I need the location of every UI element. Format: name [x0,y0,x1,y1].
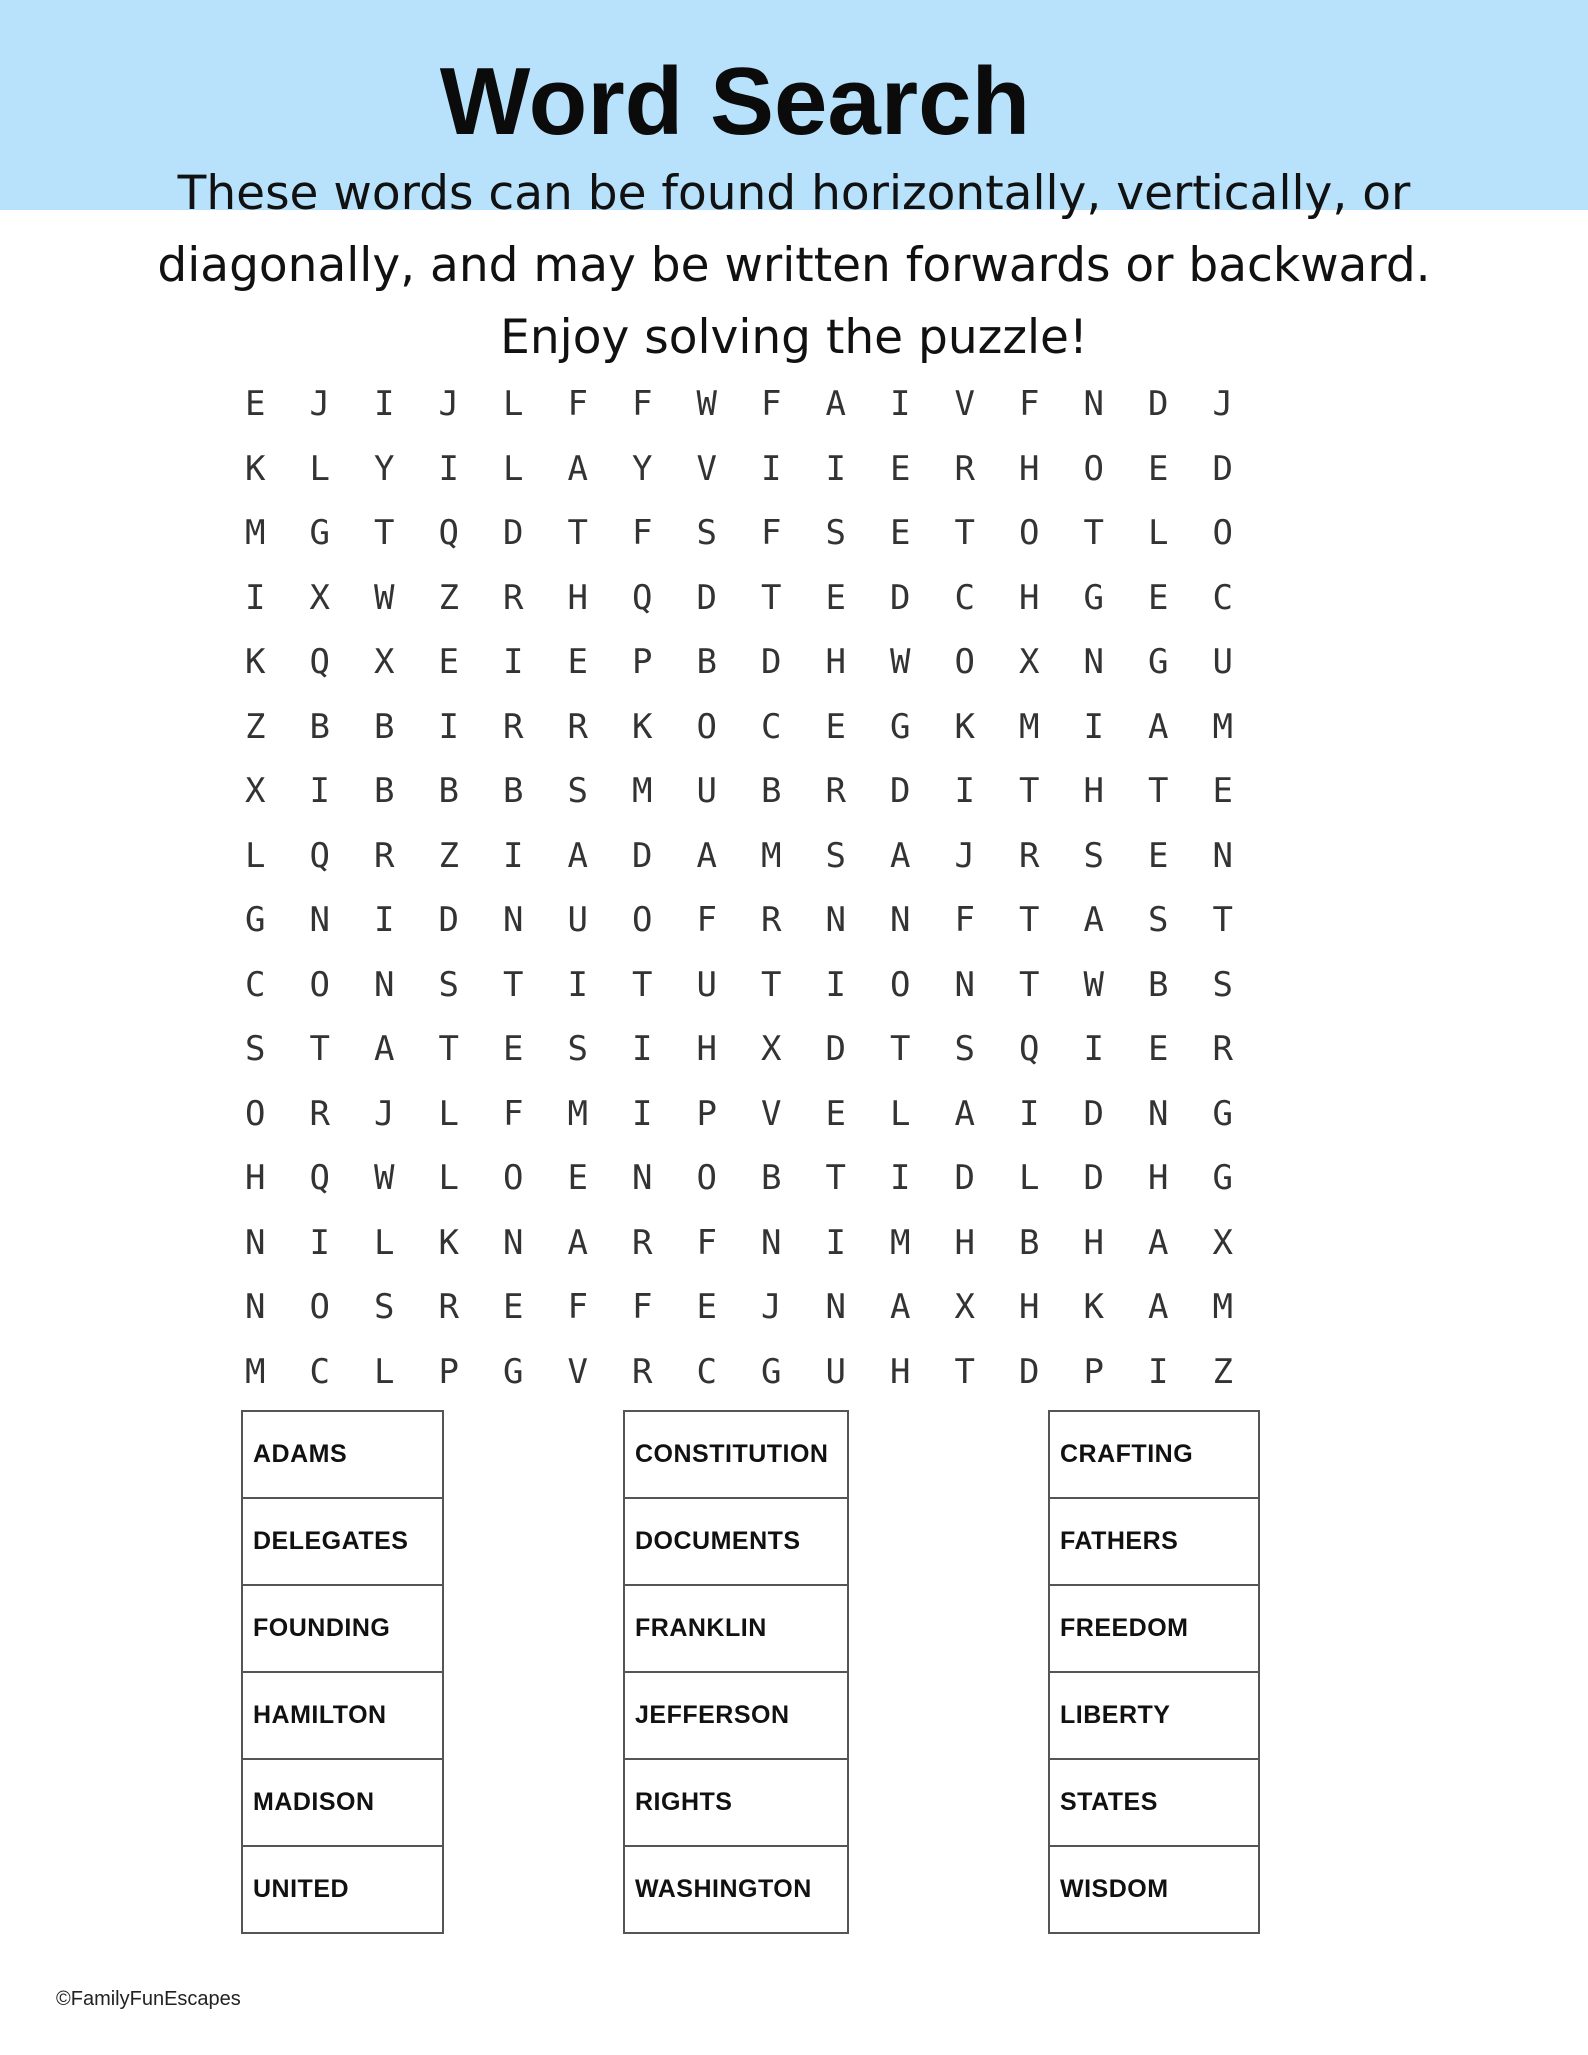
grid-cell[interactable]: A [1148,706,1169,747]
grid-cell[interactable]: N [1212,835,1233,876]
grid-cell[interactable]: D [825,1029,846,1070]
grid-cell[interactable]: I [632,1029,653,1070]
grid-cell[interactable]: O [696,1158,717,1199]
grid-cell[interactable]: M [1212,1287,1233,1328]
grid-cell[interactable]: S [374,1287,395,1328]
grid-cell[interactable]: R [1019,835,1040,876]
word-list-item: MADISON [243,1760,442,1847]
grid-cell[interactable]: P [696,1093,717,1134]
grid-cell[interactable]: E [1148,448,1169,489]
grid-cell[interactable]: N [374,964,395,1005]
page-title: Word Search [439,48,1031,155]
grid-cell[interactable]: L [438,1158,459,1199]
grid-row [223,824,1263,889]
grid-cell[interactable]: N [890,900,911,941]
word-list-item: RIGHTS [625,1760,847,1847]
grid-cell[interactable]: F [632,1287,653,1328]
grid-cell[interactable]: E [1148,577,1169,618]
grid-cell[interactable]: H [1083,771,1104,812]
grid-cell[interactable]: Q [632,577,653,618]
grid-cell[interactable]: G [890,706,911,747]
grid-cell[interactable]: A [1148,1287,1169,1328]
grid-cell[interactable]: E [503,1029,524,1070]
grid-row [223,695,1263,760]
grid-cell[interactable]: L [374,1222,395,1263]
grid-cell[interactable]: L [245,835,266,876]
grid-cell[interactable]: I [1019,1093,1040,1134]
grid-cell[interactable]: O [954,642,975,683]
grid-cell[interactable]: G [1148,642,1169,683]
grid-cell[interactable]: N [632,1158,653,1199]
grid-cell[interactable]: J [761,1287,782,1328]
grid-cell[interactable]: I [503,835,524,876]
grid-row [223,1211,1263,1276]
grid-cell[interactable]: W [374,577,395,618]
grid-cell[interactable]: N [245,1222,266,1263]
grid-cell[interactable]: H [890,1351,911,1392]
grid-cell[interactable]: E [1148,835,1169,876]
grid-cell[interactable]: F [954,900,975,941]
instructions-text: These words can be found horizontally, vertically, or diagonally, and may be written forwards or backward. Enjoy solving the puzzle! [157,166,1431,365]
grid-cell[interactable]: F [761,384,782,425]
grid-cell[interactable]: I [1148,1351,1169,1392]
grid-cell[interactable]: U [696,964,717,1005]
grid-cell[interactable]: K [438,1222,459,1263]
grid-cell[interactable]: D [1148,384,1169,425]
grid-cell[interactable]: I [825,964,846,1005]
grid-cell[interactable]: Q [438,513,459,554]
grid-cell[interactable]: S [825,835,846,876]
grid-cell[interactable]: I [374,384,395,425]
grid-cell[interactable]: M [890,1222,911,1263]
grid-cell[interactable]: H [1083,1222,1104,1263]
grid-cell[interactable]: R [374,835,395,876]
word-list-column-1 [241,1410,444,1934]
grid-cell[interactable]: B [761,1158,782,1199]
grid-cell[interactable]: I [1083,1029,1104,1070]
grid-cell[interactable]: R [632,1222,653,1263]
grid-cell[interactable]: E [1212,771,1233,812]
grid-row [223,888,1263,953]
grid-cell[interactable]: L [1019,1158,1040,1199]
grid-cell[interactable]: Y [632,448,653,489]
grid-cell[interactable]: F [1019,384,1040,425]
grid-cell[interactable]: Q [309,1158,330,1199]
grid-cell[interactable]: G [1212,1158,1233,1199]
grid-cell[interactable]: D [1212,448,1233,489]
grid-cell[interactable]: S [1212,964,1233,1005]
grid-cell[interactable]: O [1083,448,1104,489]
grid-cell[interactable]: T [1019,900,1040,941]
word-list-item: DOCUMENTS [625,1499,847,1586]
grid-cell[interactable]: Q [309,642,330,683]
grid-cell[interactable]: G [761,1351,782,1392]
grid-cell[interactable]: Q [1019,1029,1040,1070]
grid-cell[interactable]: O [890,964,911,1005]
grid-cell[interactable]: C [1212,577,1233,618]
grid-cell[interactable]: U [1212,642,1233,683]
grid-cell[interactable]: W [890,642,911,683]
grid-cell[interactable]: M [245,1351,266,1392]
grid-cell[interactable]: O [696,706,717,747]
grid-cell[interactable]: P [1083,1351,1104,1392]
grid-cell[interactable]: O [309,1287,330,1328]
grid-cell[interactable]: I [503,642,524,683]
grid-cell[interactable]: J [1212,384,1233,425]
word-list-item: JEFFERSON [625,1673,847,1760]
grid-cell[interactable]: M [1019,706,1040,747]
grid-cell[interactable]: D [890,577,911,618]
grid-cell[interactable]: T [1019,964,1040,1005]
grid-cell[interactable]: U [696,771,717,812]
grid-cell[interactable]: A [890,835,911,876]
grid-cell[interactable]: Z [1212,1351,1233,1392]
grid-cell[interactable]: F [696,900,717,941]
grid-cell[interactable]: H [245,1158,266,1199]
grid-cell[interactable]: T [374,513,395,554]
grid-cell[interactable]: E [245,384,266,425]
grid-cell[interactable]: H [1019,448,1040,489]
grid-cell[interactable]: A [890,1287,911,1328]
grid-cell[interactable]: L [503,384,524,425]
grid-cell[interactable]: J [309,384,330,425]
grid-cell[interactable]: N [1083,384,1104,425]
grid-cell[interactable]: J [438,384,459,425]
grid-cell[interactable]: N [825,1287,846,1328]
word-list-item: CONSTITUTION [625,1412,847,1499]
grid-cell[interactable]: O [632,900,653,941]
grid-cell[interactable]: H [1019,577,1040,618]
grid-cell[interactable]: I [309,771,330,812]
grid-cell[interactable]: N [245,1287,266,1328]
grid-cell[interactable]: M [567,1093,588,1134]
grid-row [223,501,1263,566]
grid-cell[interactable]: R [567,706,588,747]
grid-row [223,372,1263,437]
grid-cell[interactable]: T [761,577,782,618]
grid-cell[interactable]: D [1083,1158,1104,1199]
grid-cell[interactable]: T [632,964,653,1005]
word-list-item: WASHINGTON [625,1847,847,1934]
grid-cell[interactable]: E [825,1093,846,1134]
word-list-column-2 [623,1410,849,1934]
grid-cell[interactable]: N [503,1222,524,1263]
grid-cell[interactable]: O [1019,513,1040,554]
grid-cell[interactable]: K [632,706,653,747]
grid-cell[interactable]: T [503,964,524,1005]
grid-cell[interactable]: F [761,513,782,554]
grid-cell[interactable]: R [438,1287,459,1328]
grid-cell[interactable]: T [1148,771,1169,812]
grid-cell[interactable]: C [761,706,782,747]
grid-cell[interactable]: C [696,1351,717,1392]
grid-cell[interactable]: M [245,513,266,554]
grid-cell[interactable]: H [1019,1287,1040,1328]
word-list-column-3 [1048,1410,1260,1934]
grid-cell[interactable]: N [954,964,975,1005]
grid-cell[interactable]: W [1083,964,1104,1005]
grid-cell[interactable]: D [761,642,782,683]
grid-cell[interactable]: A [567,835,588,876]
word-list-item: FRANKLIN [625,1586,847,1673]
grid-cell[interactable]: D [632,835,653,876]
grid-cell[interactable]: G [503,1351,524,1392]
grid-cell[interactable]: N [503,900,524,941]
grid-cell[interactable]: H [1148,1158,1169,1199]
grid-cell[interactable]: T [761,964,782,1005]
grid-cell[interactable]: E [503,1287,524,1328]
grid-cell[interactable]: H [825,642,846,683]
word-list-item: ADAMS [243,1412,442,1499]
grid-cell[interactable]: A [1083,900,1104,941]
grid-row [223,1017,1263,1082]
grid-cell[interactable]: D [1083,1093,1104,1134]
grid-row [223,630,1263,695]
grid-cell[interactable]: K [245,642,266,683]
grid-cell[interactable]: E [438,642,459,683]
word-list-item: LIBERTY [1050,1673,1258,1760]
grid-cell[interactable]: F [567,1287,588,1328]
grid-cell[interactable]: L [1148,513,1169,554]
grid-cell[interactable]: L [503,448,524,489]
grid-cell[interactable]: R [761,900,782,941]
grid-cell[interactable]: E [890,448,911,489]
grid-cell[interactable]: I [438,448,459,489]
grid-cell[interactable]: S [954,1029,975,1070]
grid-cell[interactable]: Z [438,835,459,876]
grid-cell[interactable]: H [696,1029,717,1070]
grid-cell[interactable]: T [1212,900,1233,941]
grid-cell[interactable]: M [1212,706,1233,747]
grid-cell[interactable]: N [1148,1093,1169,1134]
grid-cell[interactable]: Y [374,448,395,489]
copyright-footer: ©FamilyFunEscapes [56,1988,241,2010]
grid-cell[interactable]: T [954,1351,975,1392]
grid-cell[interactable]: V [567,1351,588,1392]
grid-row [223,1146,1263,1211]
grid-cell[interactable]: L [374,1351,395,1392]
grid-cell[interactable]: B [438,771,459,812]
grid-cell[interactable]: V [761,1093,782,1134]
word-list-item: FATHERS [1050,1499,1258,1586]
grid-cell[interactable]: U [825,1351,846,1392]
grid-cell[interactable]: U [567,900,588,941]
grid-cell[interactable]: E [567,642,588,683]
word-list-item: FOUNDING [243,1586,442,1673]
grid-cell[interactable]: R [309,1093,330,1134]
grid-cell[interactable]: T [1083,513,1104,554]
grid-cell[interactable]: R [503,706,524,747]
grid-cell[interactable]: Z [438,577,459,618]
word-list-item: CRAFTING [1050,1412,1258,1499]
grid-cell[interactable]: L [438,1093,459,1134]
grid-cell[interactable]: O [309,964,330,1005]
grid-cell[interactable]: F [503,1093,524,1134]
grid-cell[interactable]: I [825,1222,846,1263]
grid-cell[interactable]: A [954,1093,975,1134]
grid-cell[interactable]: D [503,513,524,554]
grid-cell[interactable]: E [825,706,846,747]
grid-row [223,1275,1263,1340]
word-list-item: WISDOM [1050,1847,1258,1934]
grid-cell[interactable]: P [632,642,653,683]
grid-cell[interactable]: G [309,513,330,554]
grid-cell[interactable]: F [567,384,588,425]
grid-cell[interactable]: B [374,771,395,812]
grid-cell[interactable]: Z [245,706,266,747]
grid-cell[interactable]: N [1083,642,1104,683]
grid-row [223,953,1263,1018]
grid-cell[interactable]: X [1212,1222,1233,1263]
grid-cell[interactable]: S [1083,835,1104,876]
grid-cell[interactable]: I [374,900,395,941]
grid-cell[interactable]: I [825,448,846,489]
word-list-item: FREEDOM [1050,1586,1258,1673]
grid-cell[interactable]: B [309,706,330,747]
grid-cell[interactable]: S [567,1029,588,1070]
grid-cell[interactable]: X [761,1029,782,1070]
word-list-item: UNITED [243,1847,442,1934]
grid-cell[interactable]: B [374,706,395,747]
grid-cell[interactable]: I [890,1158,911,1199]
grid-cell[interactable]: G [245,900,266,941]
grid-cell[interactable]: I [761,448,782,489]
grid-cell[interactable]: A [1148,1222,1169,1263]
grid-cell[interactable]: T [438,1029,459,1070]
grid-cell[interactable]: P [438,1351,459,1392]
grid-cell[interactable]: M [761,835,782,876]
grid-cell[interactable]: F [696,1222,717,1263]
grid-cell[interactable]: E [696,1287,717,1328]
grid-cell[interactable]: C [245,964,266,1005]
grid-row [223,566,1263,631]
grid-row [223,1082,1263,1147]
grid-cell[interactable]: T [567,513,588,554]
grid-cell[interactable]: K [245,448,266,489]
grid-cell[interactable]: L [309,448,330,489]
grid-cell[interactable]: A [825,384,846,425]
grid-cell[interactable]: D [954,1158,975,1199]
grid-cell[interactable]: D [1019,1351,1040,1392]
grid-cell[interactable]: F [632,384,653,425]
grid-cell[interactable]: B [761,771,782,812]
grid-row [223,437,1263,502]
grid-cell[interactable]: X [245,771,266,812]
grid-cell[interactable]: V [954,384,975,425]
grid-cell[interactable]: N [761,1222,782,1263]
grid-cell[interactable]: C [309,1351,330,1392]
grid-cell[interactable]: N [825,900,846,941]
grid-cell[interactable]: I [890,384,911,425]
grid-cell[interactable]: X [1019,642,1040,683]
grid-row [223,759,1263,824]
grid-cell[interactable]: H [954,1222,975,1263]
grid-cell[interactable]: T [954,513,975,554]
grid-cell[interactable]: A [567,448,588,489]
grid-cell[interactable]: T [1019,771,1040,812]
word-list-item: DELEGATES [243,1499,442,1586]
grid-cell[interactable]: X [954,1287,975,1328]
grid-cell[interactable]: B [1019,1222,1040,1263]
grid-cell[interactable]: L [890,1093,911,1134]
grid-row [223,1340,1263,1405]
grid-cell[interactable]: D [438,900,459,941]
grid-cell[interactable]: G [1212,1093,1233,1134]
grid-cell[interactable]: W [374,1158,395,1199]
grid-cell[interactable]: Q [309,835,330,876]
grid-cell[interactable]: O [503,1158,524,1199]
grid-cell[interactable]: J [954,835,975,876]
grid-cell[interactable]: E [567,1158,588,1199]
grid-cell[interactable]: I [632,1093,653,1134]
grid-cell[interactable]: E [1148,1029,1169,1070]
grid-cell[interactable]: T [825,1158,846,1199]
grid-cell[interactable]: R [954,448,975,489]
grid-cell[interactable]: T [309,1029,330,1070]
grid-cell[interactable]: S [567,771,588,812]
grid-cell[interactable]: I [309,1222,330,1263]
grid-cell[interactable]: T [890,1029,911,1070]
grid-cell[interactable]: I [438,706,459,747]
grid-cell[interactable]: K [954,706,975,747]
grid-cell[interactable]: R [825,771,846,812]
word-list-item: HAMILTON [243,1673,442,1760]
grid-cell[interactable]: R [503,577,524,618]
word-list-item: STATES [1050,1760,1258,1847]
grid-cell[interactable]: O [245,1093,266,1134]
grid-cell[interactable]: C [954,577,975,618]
grid-cell[interactable]: V [696,448,717,489]
grid-cell[interactable]: D [890,771,911,812]
grid-cell[interactable]: B [696,642,717,683]
grid-cell[interactable]: N [309,900,330,941]
grid-cell[interactable]: S [245,1029,266,1070]
grid-cell[interactable]: I [245,577,266,618]
grid-cell[interactable]: H [567,577,588,618]
grid-cell[interactable]: E [825,577,846,618]
grid-cell[interactable]: D [696,577,717,618]
grid-cell[interactable]: K [1083,1287,1104,1328]
grid-cell[interactable]: R [1212,1029,1233,1070]
grid-cell[interactable]: A [567,1222,588,1263]
letter-grid[interactable] [223,372,1263,1404]
grid-cell[interactable]: G [1083,577,1104,618]
grid-cell[interactable]: I [1083,706,1104,747]
grid-cell[interactable]: E [890,513,911,554]
grid-cell[interactable]: S [1148,900,1169,941]
grid-cell[interactable]: B [503,771,524,812]
grid-cell[interactable]: O [1212,513,1233,554]
grid-cell[interactable]: I [954,771,975,812]
grid-cell[interactable]: S [696,513,717,554]
grid-cell[interactable]: A [374,1029,395,1070]
grid-cell[interactable]: F [632,513,653,554]
grid-cell[interactable]: R [632,1351,653,1392]
grid-cell[interactable]: B [1148,964,1169,1005]
grid-cell[interactable]: X [374,642,395,683]
grid-cell[interactable]: W [696,384,717,425]
grid-cell[interactable]: A [696,835,717,876]
grid-cell[interactable]: S [825,513,846,554]
grid-cell[interactable]: S [438,964,459,1005]
grid-cell[interactable]: J [374,1093,395,1134]
grid-cell[interactable]: M [632,771,653,812]
grid-cell[interactable]: I [567,964,588,1005]
grid-cell[interactable]: X [309,577,330,618]
